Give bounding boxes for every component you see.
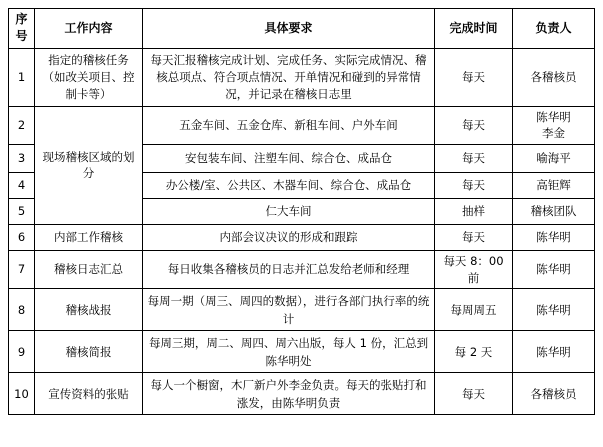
cell-requirements: 每日收集各稽核员的日志并汇总发给老师和经理 <box>143 251 435 289</box>
cell-seq: 9 <box>9 331 35 373</box>
cell-work-content: 指定的稽核任务（如改关项目、控制卡等） <box>35 48 143 106</box>
cell-completion-time: 每天 <box>435 373 513 415</box>
cell-responsible-person <box>513 106 595 144</box>
cell-completion-time: 每天 <box>435 106 513 144</box>
cell-requirements: 每天汇报稽核完成计划、完成任务、实际完成情况、稽核总项点、符合项点情况、开单情况和碰到的异常情况，并记录在稽核日志里 <box>143 48 435 106</box>
table-row <box>9 289 595 331</box>
table-row <box>9 225 595 251</box>
cell-seq: 5 <box>9 199 35 225</box>
cell-completion-time: 每天 <box>435 48 513 106</box>
column-header-completion-time: 完成时间 <box>435 9 513 49</box>
cell-requirements: 每人一个橱窗，木厂新户外李金负责。每天的张贴打和涨发，由陈华明负责 <box>143 373 435 415</box>
cell-work-content: 内部工作稽核 <box>35 225 143 251</box>
cell-responsible-person: 各稽核员 <box>513 48 595 106</box>
table-row <box>9 373 595 415</box>
cell-requirements: 每周三期，周二、周四、周六出版，每人 1 份，汇总到陈华明处 <box>143 331 435 373</box>
table-header <box>9 9 595 49</box>
table-row <box>9 331 595 373</box>
cell-requirements: 每周一期（周三、周四的数据），进行各部门执行率的统计 <box>143 289 435 331</box>
work-schedule-table <box>8 8 595 415</box>
column-header-seq-line1: 序 <box>15 12 28 26</box>
column-header-seq <box>9 9 35 49</box>
cell-completion-time: 每天 <box>435 173 513 199</box>
responsible-name: 李金 <box>542 126 565 141</box>
cell-seq: 8 <box>9 289 35 331</box>
column-header-requirements: 具体要求 <box>143 9 435 49</box>
cell-responsible-person: 陈华明 <box>513 225 595 251</box>
cell-completion-time: 每 2 天 <box>435 331 513 373</box>
cell-completion-time: 每天 <box>435 145 513 173</box>
cell-seq: 1 <box>9 48 35 106</box>
cell-work-content: 稽核简报 <box>35 331 143 373</box>
column-header-seq-line2: 号 <box>15 29 28 44</box>
table-row <box>9 106 595 144</box>
cell-work-content: 现场稽核区域的划分 <box>35 106 143 224</box>
table-row <box>9 48 595 106</box>
cell-seq: 7 <box>9 251 35 289</box>
cell-requirements: 内部会议决议的形成和跟踪 <box>143 225 435 251</box>
cell-work-content: 宣传资料的张贴 <box>35 373 143 415</box>
table-row <box>9 251 595 289</box>
cell-work-content: 稽核日志汇总 <box>35 251 143 289</box>
cell-responsible-person: 陈华明 <box>513 251 595 289</box>
cell-requirements: 五金车间、五金仓库、新租车间、户外车间 <box>143 106 435 144</box>
table-body <box>9 48 595 415</box>
cell-responsible-person: 各稽核员 <box>513 373 595 415</box>
cell-responsible-person: 陈华明 <box>513 331 595 373</box>
cell-requirements: 仁大车间 <box>143 199 435 225</box>
cell-responsible-person: 陈华明 <box>513 289 595 331</box>
cell-completion-time: 每周周五 <box>435 289 513 331</box>
cell-responsible-person: 喻海平 <box>513 145 595 173</box>
cell-responsible-person: 稽核团队 <box>513 199 595 225</box>
cell-work-content: 稽核战报 <box>35 289 143 331</box>
cell-requirements: 安包装车间、注塑车间、综合仓、成品仓 <box>143 145 435 173</box>
cell-requirements: 办公楼/室、公共区、木器车间、综合仓、成品仓 <box>143 173 435 199</box>
cell-seq: 6 <box>9 225 35 251</box>
cell-seq: 2 <box>9 106 35 144</box>
cell-seq: 10 <box>9 373 35 415</box>
cell-completion-time: 每天 8：00 前 <box>435 251 513 289</box>
cell-seq: 3 <box>9 145 35 173</box>
column-header-work-content: 工作内容 <box>35 9 143 49</box>
cell-completion-time: 每天 <box>435 225 513 251</box>
cell-responsible-person: 高钜辉 <box>513 173 595 199</box>
cell-seq: 4 <box>9 173 35 199</box>
table-header-row <box>9 9 595 49</box>
column-header-responsible-person: 负责人 <box>513 9 595 49</box>
responsible-name: 陈华明 <box>536 109 571 124</box>
cell-completion-time: 抽样 <box>435 199 513 225</box>
